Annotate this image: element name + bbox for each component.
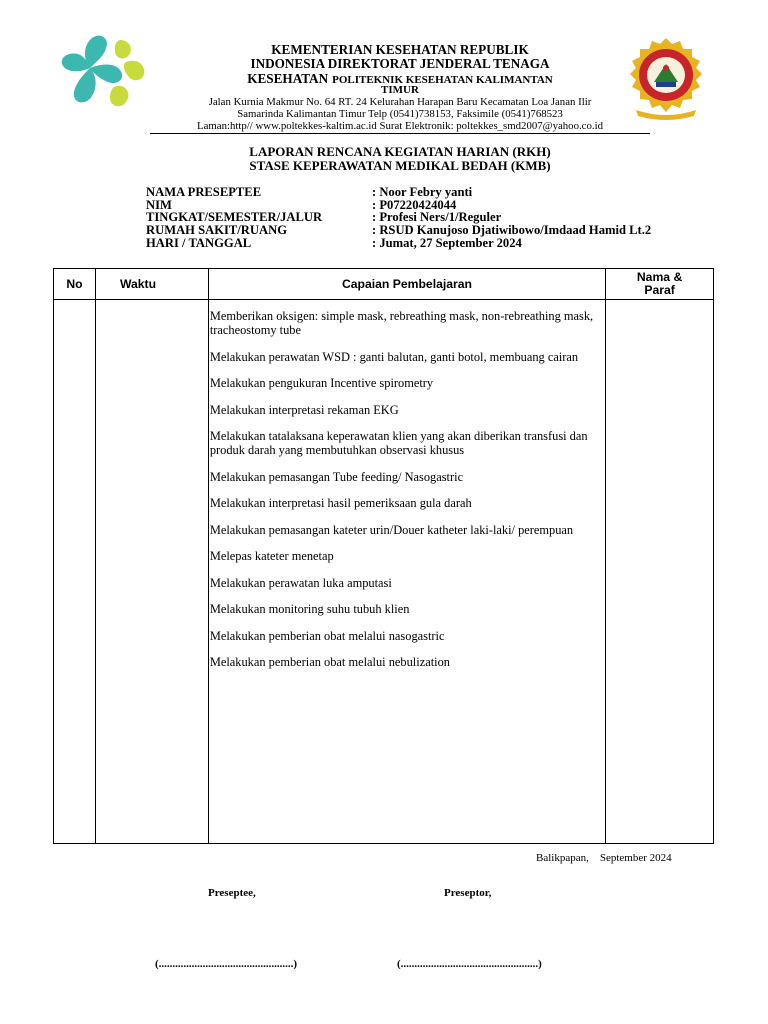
cell-capaian	[208, 300, 605, 844]
header-ministry-line2: INDONESIA DIREKTORAT JENDERAL TENAGA	[250, 56, 550, 71]
header-phone: Samarinda Kalimantan Timur Telp (0541)738153, Faksimile (0541)768523	[237, 108, 563, 120]
header-institution: POLITEKNIK KESEHATAN KALIMANTAN	[332, 74, 553, 86]
achievement-item: Melakukan pemberian obat melalui nebulization	[209, 655, 450, 670]
info-label: HARI / TANGGAL	[146, 235, 252, 250]
achievement-item: Melakukan interpretasi rekaman EKG	[209, 402, 399, 417]
achievement-item: Melakukan pemasangan kateter urin/Douer katheter laki-laki/ perempuan	[209, 522, 574, 537]
table-header-row	[54, 269, 714, 300]
info-label: TINGKAT/SEMESTER/JALUR	[146, 210, 323, 225]
student-info	[146, 186, 651, 250]
document-title: LAPORAN RENCANA KEGIATAN HARIAN (RKH)	[249, 144, 551, 159]
place-date: Balikpapan, September 2024	[536, 852, 672, 864]
table-row	[54, 300, 714, 844]
header-divider	[150, 133, 650, 134]
achievement-item: Memberikan oksigen: simple mask, rebreathing mask, non-rebreathing mask, tracheostomy tube	[209, 309, 594, 338]
col-header-nama: Nama &	[636, 270, 683, 284]
col-header-no: No	[54, 269, 96, 300]
kemenkes-logo	[60, 34, 150, 114]
col-header-nama-paraf	[606, 269, 714, 300]
header-ministry-line3a: KESEHATAN	[247, 71, 329, 86]
cell-nama-paraf	[606, 300, 714, 844]
achievement-item: Melakukan perawatan WSD : ganti balutan, ganti botol, membuang cairan	[209, 349, 579, 364]
header-website-email: Laman:http// www.poltekkes-kaltim.ac.id Surat Elektronik: poltekkes_smd2007@yahoo.co.id	[197, 120, 603, 132]
info-label: NIM	[146, 197, 172, 212]
achievement-item: Melakukan pemasangan Tube feeding/ Nasogastric	[209, 469, 464, 484]
achievement-item: Melakukan perawatan luka amputasi	[209, 575, 392, 590]
info-label: NAMA PRESEPTEE	[146, 185, 262, 199]
preseptee-signature-line: (.................................................)	[155, 958, 298, 970]
achievement-item: Melakukan pengukuran Incentive spirometry	[209, 376, 434, 391]
activity-table	[53, 268, 714, 844]
header-address: Jalan Kurnia Makmur No. 64 RT. 24 Kelurahan Harapan Baru Kecamatan Loa Janan Ilir	[208, 96, 592, 108]
info-value: : P07220424044	[372, 197, 457, 212]
info-row	[146, 224, 651, 237]
achievement-item: Melepas kateter menetap	[209, 549, 334, 564]
info-row	[146, 237, 651, 250]
achievement-item: Melakukan pemberian obat melalui nasogastric	[209, 628, 445, 643]
col-header-capaian: Capaian Pembelajaran	[208, 269, 605, 300]
info-value: : RSUD Kanujoso Djatiwibowo/Imdaad Hamid Lt.2	[372, 223, 652, 238]
header-institution-line2: TIMUR	[381, 84, 419, 96]
info-row	[146, 186, 651, 199]
achievement-item: Melakukan tatalaksana keperawatan klien yang akan diberikan transfusi dan produk darah yang membutuhkan observasi khusus	[209, 429, 588, 458]
info-value: : Jumat, 27 September 2024	[372, 235, 522, 250]
preseptor-label: Preseptor,	[444, 887, 492, 899]
cell-no	[54, 300, 96, 844]
col-header-waktu: Waktu	[95, 269, 208, 300]
achievement-item: Melakukan monitoring suhu tubuh klien	[209, 602, 410, 617]
document-subtitle: STASE KEPERAWATAN MEDIKAL BEDAH (KMB)	[249, 158, 551, 173]
preseptee-label: Preseptee,	[208, 887, 256, 899]
achievement-item: Melakukan interpretasi hasil pemeriksaan gula darah	[209, 496, 472, 511]
header-ministry-line1: KEMENTERIAN KESEHATAN REPUBLIK	[271, 42, 529, 57]
cell-waktu	[95, 300, 208, 844]
info-value: : Profesi Ners/1/Reguler	[372, 210, 502, 225]
col-header-paraf: Paraf	[644, 283, 675, 297]
info-value: : Noor Febry yanti	[372, 185, 473, 199]
preseptor-signature-line: (..................................................)	[397, 958, 542, 970]
info-label: RUMAH SAKIT/RUANG	[146, 223, 287, 238]
